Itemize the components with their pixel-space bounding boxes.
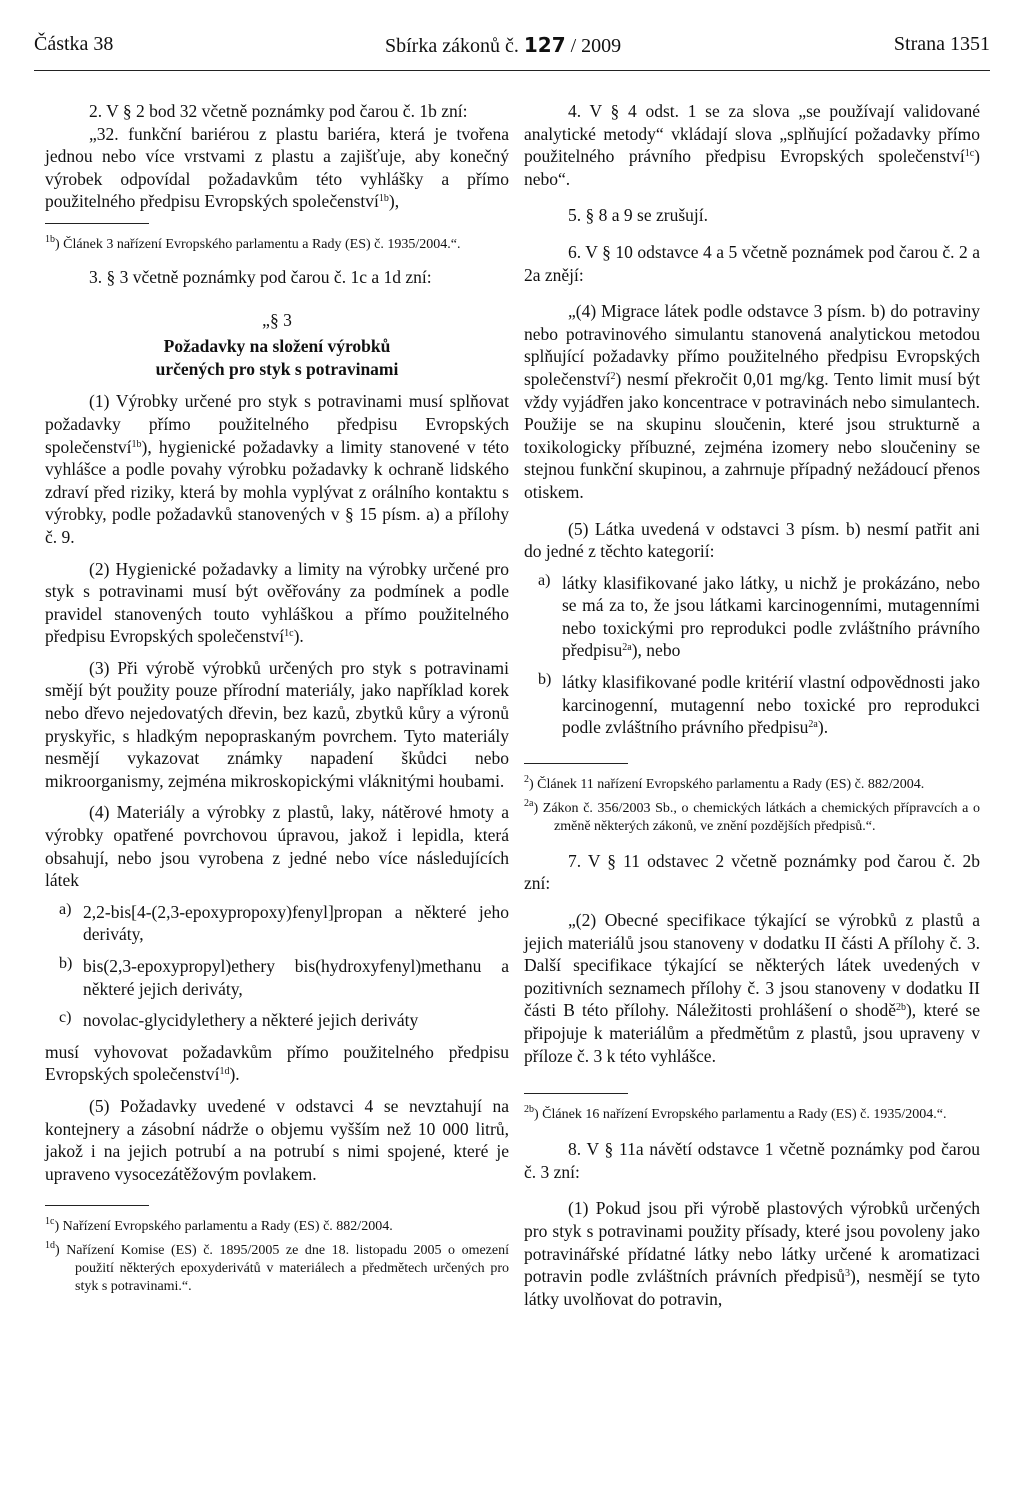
list-marker: b): [538, 671, 552, 689]
list-item: [524, 671, 980, 739]
paragraph-1-text: (1) Výrobky určené pro styk s potravinami musí splňovat požadavky přímo použitelného předpisu Evropských společenství: [45, 391, 509, 457]
header-law-number: 127: [523, 33, 566, 57]
list-marker: c): [59, 1009, 72, 1027]
footnote-ref: 1c: [964, 148, 975, 160]
paragraph-2-tail: ).: [293, 626, 304, 647]
list-text: 2,2-bis[4-(2,3-epoxypropoxy)fenyl]propan a některé jeho deriváty,: [83, 901, 509, 945]
footnote-2a: [524, 797, 980, 836]
header-collection: [385, 33, 621, 58]
list-text-main: látky klasifikované jako látky, u nichž je prokázáno, nebo se má za to, že jsou látkami karcinogenními, mutagenními nebo toxickými pro reprodukci podle zvláštního právního předpisu: [562, 572, 980, 661]
amendment-point-7: 7. V § 11 odstavec 2 včetně poznámky pod čarou č. 2b zní:: [524, 850, 980, 894]
paragraph-1-additives-text: (1) Pokud jsou při výrobě plastových výrobků určených pro styk s potravinami použity přísady, které jsou povoleny jako potravinářské přídatné látky nebo látky určené k aromatizaci potravin podle zvláštních právních předpisů: [524, 1198, 980, 1287]
footnote-text: ) Nařízení Komise (ES) č. 1895/2005 ze dne 18. listopadu 2005 o omezení použití některých epoxyderivátů v materiálech a předmětech určených pro styk s potravinami.“.: [55, 1243, 509, 1295]
paragraph-5-substance: (5) Látka uvedená v odstavci 3 písm. b) nesmí patřit ani do jedné z těchto kategorií:: [524, 518, 980, 562]
paragraph-2-specs: [524, 909, 980, 1067]
section-heading-line1: Požadavky na složení výrobků: [163, 336, 391, 357]
list-text-tail: ), nebo: [631, 640, 681, 661]
footnote-2b: [524, 1106, 980, 1124]
footnote-1b: [45, 233, 509, 254]
list-text: novolac-glycidylethery a některé jejich deriváty: [83, 1010, 419, 1031]
paragraph-1: [45, 390, 509, 548]
definition-32-text: „32. funkční bariérou z plastu bariéra, která je tvořena jednou nebo více vrstvami z plastu a zajišťuje, aby konečný výrobek odpovídal požadavkům této vyhlášky a přímo použitelného předpisu Evropských společenství: [45, 123, 509, 212]
paragraph-4-conclusion-tail: ).: [229, 1064, 240, 1085]
list-text: [562, 671, 980, 739]
list-item: [45, 955, 509, 1000]
footnote-text: ) Článek 11 nařízení Evropského parlamentu a Rady (ES) č. 882/2004.: [529, 776, 925, 792]
footnote-label: 2a: [524, 797, 534, 809]
paragraph-1-additives: [524, 1197, 980, 1310]
list-marker: b): [59, 955, 73, 972]
amendment-point-5: 5. § 8 a 9 se zrušují.: [568, 205, 708, 226]
list-item: [524, 572, 980, 662]
footnote-text: ) Článek 3 nařízení Evropského parlamentu a Rady (ES) č. 1935/2004.“.: [55, 236, 461, 252]
amendment-point-4: [524, 100, 980, 190]
paragraph-4-conclusion-text: musí vyhovovat požadavkům přímo použitelného předpisu Evropských společenství: [45, 1041, 509, 1085]
footnote-label: 2: [524, 773, 529, 785]
amendment-point-3: 3. § 3 včetně poznámky pod čarou č. 1c a 1d zní:: [89, 266, 432, 287]
list-item: [45, 901, 509, 946]
footnote-ref: 2a: [622, 642, 632, 654]
section-number: „§ 3: [262, 309, 292, 330]
amendment-point-6: 6. V § 10 odstavce 4 a 5 včetně poznámek pod čarou č. 2 a 2a znějí:: [524, 241, 980, 285]
definition-32: [45, 123, 509, 213]
list-item: [45, 1009, 509, 1032]
footnote-ref: 1d: [219, 1066, 230, 1078]
footnote-1d: [45, 1242, 509, 1296]
list-marker: a): [538, 571, 551, 589]
footnote-ref: 2a: [808, 719, 818, 731]
amendment-point-4-text: 4. V § 4 odst. 1 se za slova „se používají validované analytické metody“ vkládají slova „splňující požadavky přímo použitelného právního předpisu Evropských společenství: [524, 101, 980, 167]
amendment-point-4-tail: ) nebo“.: [524, 146, 980, 189]
paragraph-4: (4) Materiály a výrobky z plastů, laky, nátěrové hmoty a výrobky opatřené povrchovou úpravou, jakož i lepidla, která obsahují, nebo jsou vyrobena z jedné nebo více následujících látek: [45, 802, 509, 891]
paragraph-4-migration-tail: ) nesmí překročit 0,01 mg/kg. Tento limit musí být vždy vyjádřen jako koncentrace v potravinách nebo simulantech. Použije se na skupinu sloučenin, které jsou strukturně a toxikologicky příbuzné, zejména izomery nebo sloučeniny se stejnou funkční skupinou, a zahrnuje případný nežádoucí přenos otiskem.: [524, 368, 980, 502]
list-text: bis(2,3-epoxypropyl)ethery bis(hydroxyfenyl)methanu a některé jejich deriváty,: [83, 956, 509, 999]
list-text: [562, 572, 980, 662]
header-issue: Částka 38: [34, 33, 114, 55]
list-text-tail: ).: [817, 717, 829, 738]
footnote-2: [524, 773, 980, 794]
footnote-label: 1d: [45, 1240, 55, 1252]
paragraph-5: (5) Požadavky uvedené v odstavci 4 se nevztahují na kontejnery a zásobní nádrže o objemu vyšším než 10 000 litrů, jakož i na jejich potrubí a na potrubí s nimi spojené, které je upraveno vysocezátěžovým povlakem.: [45, 1095, 509, 1184]
paragraph-4-conclusion: [45, 1041, 509, 1086]
left-column: [45, 100, 509, 1296]
paragraph-4-migration-text: „(4) Migrace látek podle odstavce 3 písm. b) do potraviny nebo potravinového simulantu stanovená analytickou metodou splňující požadavky přímo použitelného předpisu Evropských společenství: [524, 301, 980, 389]
paragraph-4-migration: [524, 300, 980, 503]
footnote-ref: 1b: [378, 193, 389, 205]
footnote-text: ) Zákon č. 356/2003 Sb., o chemických látkách a chemických přípravcích a o změně některých zákonů, ve znění pozdějších předpisů.“.: [533, 800, 980, 834]
footnote-ref: 1b: [131, 438, 142, 450]
footnote-label: 1b: [45, 233, 55, 245]
footnote-rule: [45, 1205, 149, 1206]
paragraph-2-specs-tail: ), které se připojuje k materiálům a předmětům z plastů, jsou upraveny v příloze č. 3 k této vyhlášce.: [524, 1000, 980, 1066]
footnote-ref: 2b: [895, 1002, 906, 1014]
section-heading-line2: určených pro styk s potravinami: [155, 358, 399, 379]
footnote-label: 2b: [524, 1104, 534, 1116]
amendment-point-2: 2. V § 2 bod 32 včetně poznámky pod čarou č. 1b zní:: [89, 101, 468, 121]
footnote-1c: [45, 1218, 509, 1236]
footnote-rule: [45, 223, 149, 224]
list-marker: a): [59, 900, 72, 918]
paragraph-1-additives-tail: ), nesmějí se tyto látky uvolňovat do potravin,: [524, 1266, 981, 1309]
header-collection-label: Sbírka zákonů č.: [385, 35, 519, 57]
footnote-ref: 2: [610, 370, 616, 382]
paragraph-2: [45, 558, 509, 648]
header-year: / 2009: [570, 35, 622, 57]
header-page-number: Strana 1351: [893, 33, 990, 55]
amendment-point-8: 8. V § 11a návětí odstavce 1 včetně poznámky pod čarou č. 3 zní:: [524, 1139, 980, 1182]
paragraph-1-tail: ), hygienické požadavky a limity stanovené v této vyhlášce a podle povahy výrobku požadavky k ochraně lidského zdraví před riziky, která by mohla vyplývat z orálního kontaktu s výrobky, podle požadavků stanovených v § 15 písm. a) a přílohy č. 9.: [45, 436, 509, 547]
paragraph-2-text: (2) Hygienické požadavky a limity na výrobky určené pro styk s potravinami musí být ověřovány za podmínek a podle pravidel stanovených touto vyhláškou a přímo použitelného předpisu Evropských společenství: [45, 558, 509, 647]
right-column: [524, 100, 980, 1310]
footnote-rule: [524, 1093, 628, 1094]
footnote-ref: 3: [845, 1268, 851, 1280]
footnote-ref: 1c: [284, 628, 294, 640]
footnote-rule: [524, 763, 628, 764]
footnote-label: 1c: [45, 1216, 55, 1228]
definition-32-tail: ),: [388, 191, 400, 212]
footnote-text: ) Nařízení Evropského parlamentu a Rady (ES) č. 882/2004.: [54, 1219, 393, 1235]
paragraph-3: (3) Při výrobě výrobků určených pro styk s potravinami smějí být použity pouze přírodní materiály, jako například korek nebo dřevo nejedovatých dřevin, bez kazů, zbytků kůry a výronů pryskyřic, s hladkým nepopraskaným povrchem. Tyto materiály nesmějí vykazovat známky napadení škůdci nebo mikroorganismy, zejména mikroskopickými vláknitými houbami.: [45, 657, 509, 791]
header-rule: [34, 70, 990, 71]
footnote-text: ) Článek 16 nařízení Evropského parlamentu a Rady (ES) č. 1935/2004.“.: [534, 1107, 947, 1123]
list-text-main: látky klasifikované podle kritérií vlastní odpovědnosti jako karcinogenní, mutagenní nebo toxické pro reprodukci podle zvláštního právního předpisu: [562, 672, 980, 738]
paragraph-2-specs-text: „(2) Obecné specifikace týkající se výrobků z plastů a jejich materiálů jsou stanoveny v dodatku II části A přílohy č. 3. Další specifikace týkající se některých látek uvedených v pozitivních seznamech přílohy č. 3 jsou stanoveny v dodatku II části B této přílohy. Náležitosti prohlášení o shodě: [524, 910, 980, 1021]
page-header: [34, 0, 990, 62]
